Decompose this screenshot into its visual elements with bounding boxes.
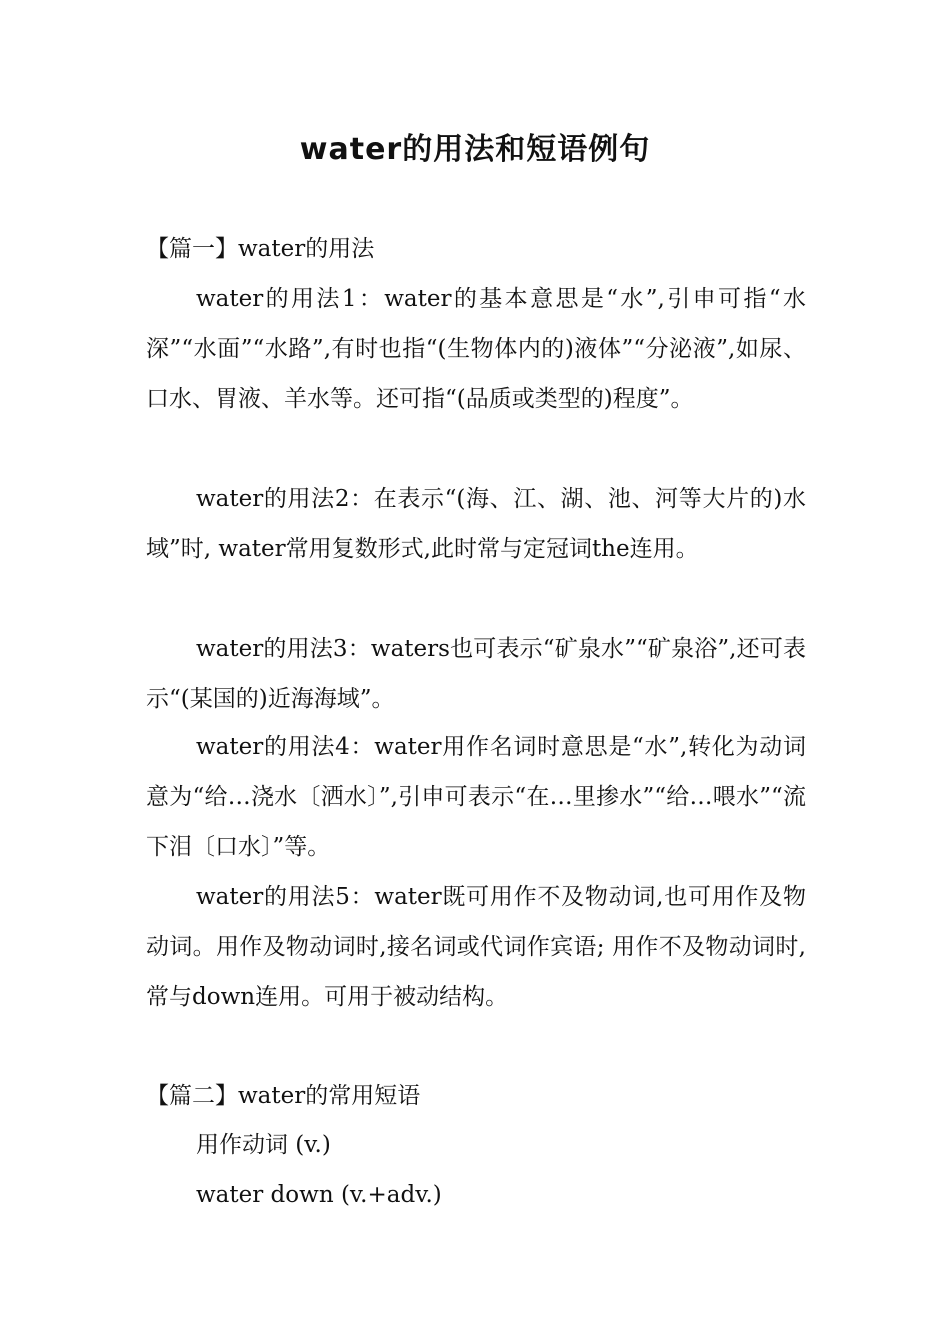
paragraph-usage-5: water的用法5：water既可用作不及物动词,也可用作及物动词。用作及物动词时,接名词或代词作宾语; 用作不及物动词时,常与down连用。可用于被动结构。: [146, 884, 806, 1010]
paragraph-usage-2: water的用法2：在表示“(海、江、湖、池、河等大片的)水域”时, water常用复数形式,此时常与定冠词the连用。: [146, 486, 806, 562]
paragraph-usage-1: water的用法1：water的基本意思是“水”,引申可指“水深”“水面”“水路”,有时也指“(生物体内的)液体”“分泌液”,如尿、口水、胃液、羊水等。还可指“(品质或类型的)程度”。: [146, 286, 806, 412]
phrase-category: 用作动词 (v.): [196, 1132, 331, 1158]
paragraph-usage-3: water的用法3：waters也可表示“矿泉水”“矿泉浴”,还可表示“(某国的)近海海域”。: [146, 636, 806, 712]
phrase-item: water down (v.+adv.): [196, 1182, 442, 1208]
page-title: water的用法和短语例句: [299, 132, 651, 167]
section-heading-1: 【篇一】water的用法: [146, 236, 375, 262]
paragraph-usage-4: water的用法4：water用作名词时意思是“水”,转化为动词意为“给…浇水〔洒水〕”,引申可表示“在…里掺水”“给…喂水”“流下泪〔口水〕”等。: [146, 734, 806, 860]
section-heading-2: 【篇二】water的常用短语: [146, 1083, 421, 1109]
